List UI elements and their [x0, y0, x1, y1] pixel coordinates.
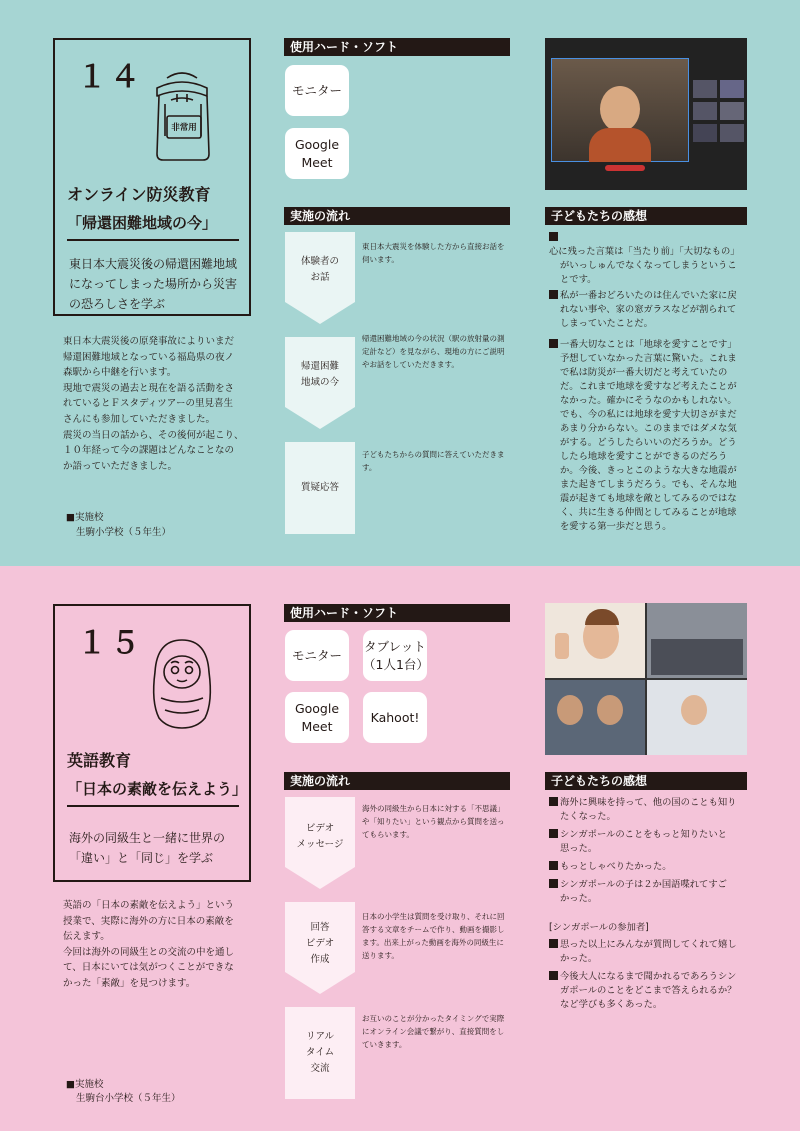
hardware-header: 使用ハード・ソフト: [284, 604, 510, 622]
impressions-header: 子どもたちの感想: [545, 207, 747, 225]
flow-step-label: 質疑応答: [300, 482, 339, 493]
impression-item: 私が一番おどろいたのは住んでいた家に戻 れない事や、家の窓ガラスなどが割られて しまっていたことだ。: [549, 289, 747, 331]
flow-step-3: [285, 1007, 355, 1099]
video-call-screenshot: [545, 603, 747, 755]
daruma-icon: [147, 632, 217, 732]
impression-item: 心に残った言葉は「当たり前」「大切なもの」 がいっしゅんでなくなってしまうというこ とです。: [549, 231, 747, 287]
section-title: 英語教育: [67, 751, 132, 770]
flow-step-label: 帰還困難 地域の今: [300, 361, 339, 388]
tile-tablet: タブレット （1人1台）: [363, 630, 427, 681]
flow-step-text: 東日本大震災を体験した方から直接お話を 伺います。: [362, 242, 505, 264]
bullet-square: [549, 939, 558, 948]
school-label: ■実施校: [66, 1079, 104, 1090]
section-number: １５: [77, 626, 143, 661]
section-description: 海外の同級生と一緒に世界の 「違い」と「同じ」を学ぶ: [69, 831, 226, 865]
bullet-square: [549, 879, 558, 888]
impression-item: 海外に興味を持って、他の国のことも知り たくなった。: [549, 796, 747, 824]
section-subtitle: 「日本の素敵を伝えよう」: [67, 780, 248, 798]
flow-step-2: [285, 902, 355, 994]
section-description: 東日本大震災後の帰還困難地域 になってしまった場所から災害 の恐ろしさを学ぶ: [69, 257, 238, 311]
illustration-tag: 非常用: [171, 123, 197, 133]
singapore-participants-header: [シンガポールの参加者]: [549, 922, 649, 933]
school-name: 生駒台小学校（５年生）: [76, 1093, 181, 1104]
flow-step-text: 帰還困難地域の今の状況（駅の放射量の測 定計など）を見ながら、現地の方にご説明 やお話をしていただきます。: [362, 334, 505, 369]
section-body-text: 英語の「日本の素敵を伝えよう」という 授業で、実際に海外の方に日本の素敵を 伝えます。 今回は海外の同級生との交流の中を通し て、日本にいては気がつくことができな かった「素敵」を見つけます。: [63, 900, 235, 989]
hardware-header: 使用ハード・ソフト: [284, 38, 510, 56]
backpack-icon: [147, 66, 217, 166]
section-number: １４: [77, 60, 143, 95]
divider: [67, 805, 239, 807]
impression-item: 今後大人になるまで聞かれるであろうシン ガポールのことをどこまで答えられるか？ など学びも多くあった。: [549, 970, 747, 1012]
flow-step-label: 回答 ビデオ 作成: [305, 922, 335, 965]
tile-monitor: モニター: [285, 630, 349, 681]
flow-step-label: 体験者の お話: [300, 256, 339, 283]
section-15-card: [53, 604, 251, 882]
school-name: 生駒小学校（５年生）: [76, 527, 172, 538]
impression-item: シンガポールのことをもっと知りたいと 思った。: [549, 828, 747, 856]
tile-monitor: モニター: [285, 65, 349, 116]
flow-step-text: 海外の同級生から日本に対する「不思議」 や「知りたい」という観点から質問を送っ てもらいます。: [362, 804, 505, 839]
flow-header: 実施の流れ: [284, 772, 510, 790]
divider: [67, 239, 239, 241]
flow-step-1: [285, 797, 355, 889]
bullet-square: [549, 861, 558, 870]
bullet-square: [549, 232, 558, 241]
flow-step-2: [285, 337, 355, 429]
tile-google-meet: Google Meet: [285, 692, 349, 743]
impression-item: 思った以上にみんなが質問してくれて嬉し かった。: [549, 938, 747, 966]
bullet-square: [549, 339, 558, 348]
flow-step-label: リアル タイム 交流: [305, 1031, 335, 1074]
bullet-square: [549, 971, 558, 980]
impression-item: もっとしゃべりたかった。: [549, 860, 747, 874]
section-title: オンライン防災教育: [67, 185, 211, 204]
bullet-square: [549, 797, 558, 806]
flow-step-text: お互いのことが分かったタイミングで実際 にオンライン会議で繋がり、直接質問をし ていきます。: [362, 1014, 505, 1049]
section-14-card: [53, 38, 251, 316]
impressions-header: 子どもたちの感想: [545, 772, 747, 790]
bullet-square: [549, 290, 558, 299]
flow-step-3: [285, 442, 355, 534]
tile-google-meet: Google Meet: [285, 128, 349, 179]
section-15: [0, 566, 800, 1131]
tile-kahoot: Kahoot!: [363, 692, 427, 743]
impression-item: 一番大切なことは「地球を愛すことです」 予想していなかった言葉に驚いた。これま で私は防災が一番大切だと考えていたの だ。これまで地球を愛すなど考えたことが なかった。確かにそうなのかもしれない。 でも、今の私には地球を愛す大切さがまだ あまり分からない。このままではダメな気 がする。どうしたらいいのだろうか。どう したら地球を愛すことができるのだろう か。今後、きっとこのような大きな地震が また起きてしまうだろう。でも、そんな地 震が起きても地球を敵としてみるのではな く、共に生きる仲間としてみることが地球 を愛する第一歩だと思う。: [549, 338, 747, 534]
video-call-screenshot: [545, 38, 747, 190]
bullet-square: [549, 829, 558, 838]
flow-step-label: ビデオ メッセージ: [296, 823, 344, 850]
impression-item: シンガポールの子は２か国語喋れてすご かった。: [549, 878, 747, 906]
flow-step-text: 日本の小学生は質問を受け取り、それに回 答する文章をチームで作り、動画を撮影し ます。出来上がった動画を海外の同級生に 送ります。: [362, 912, 505, 960]
flow-step-text: 子どもたちからの質問に答えていただきま す。: [362, 450, 505, 472]
section-subtitle: 「帰還困難地域の今」: [67, 214, 218, 232]
flow-header: 実施の流れ: [284, 207, 510, 225]
flow-step-1: [285, 232, 355, 324]
school-label: ■実施校: [66, 512, 104, 523]
section-body-text: 東日本大震災後の原発事故によりいまだ 帰還困難地域となっている福島県の夜ノ 森駅から中継を行います。 現地で震災の過去と現在を語る活動をさ れているとＦスタディツアーの里見喜生 さんにも参加していただきました。 震災の当日の話から、その後何が起こり、 １０年経って今の課題はどんなことなの か語っていただきました。: [63, 336, 244, 472]
